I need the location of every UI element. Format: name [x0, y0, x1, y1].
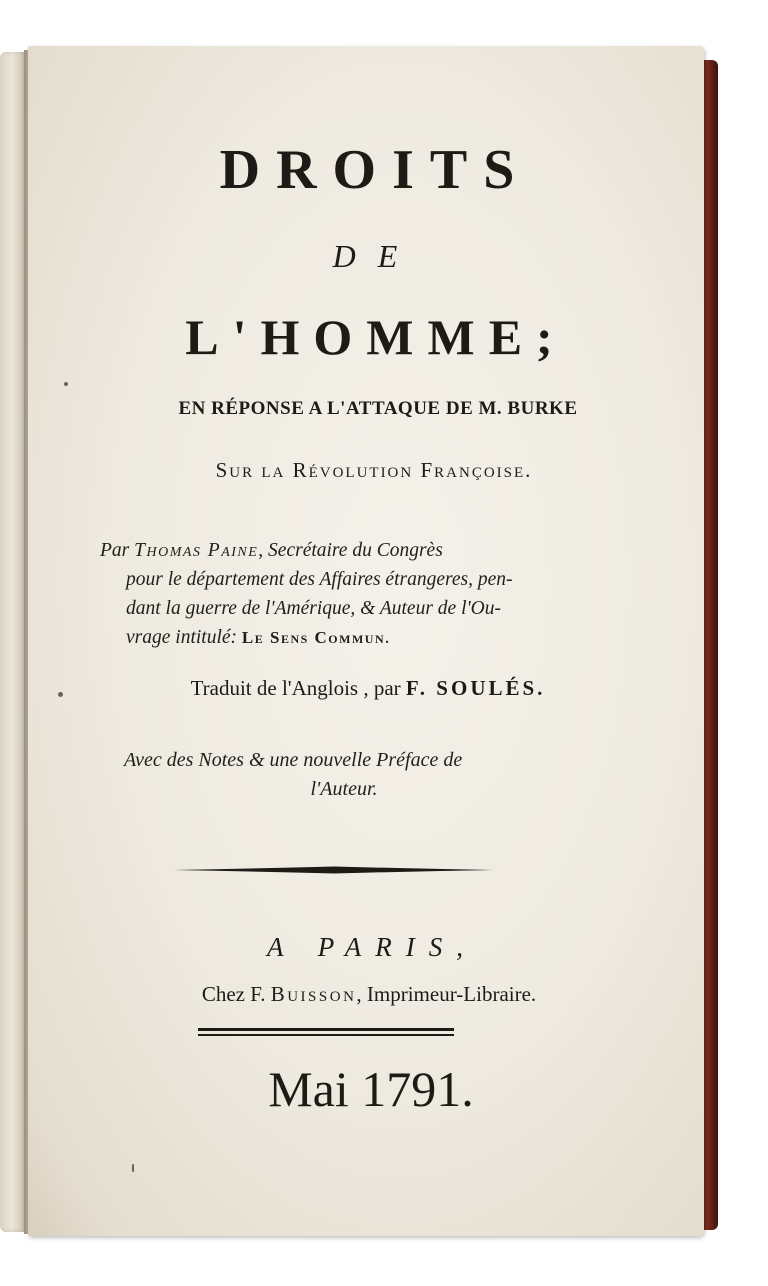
imprint-date: Mai 1791. — [268, 1061, 474, 1117]
author-paragraph — [100, 536, 620, 652]
paper-speck — [58, 692, 63, 697]
notes-line-1: Avec des Notes & une nouvelle Préface de — [124, 749, 463, 771]
open-book — [0, 46, 718, 1238]
double-rule-top — [198, 1028, 454, 1031]
author-line-4: vrage intitulé: Le Sens Commun. — [126, 627, 391, 648]
printer-name: Buisson — [270, 982, 357, 1006]
imprint-place: A PARIS, — [267, 932, 477, 962]
translator-name: F. SOULÉS. — [405, 676, 546, 700]
author-line-3: dant la guerre de l'Amérique, & Auteur de l'Ou- — [126, 598, 501, 619]
title-droits: DROITS — [219, 139, 531, 201]
title-homme: L'HOMME; — [185, 309, 567, 365]
notes-paragraph — [124, 746, 604, 804]
title-page — [28, 46, 704, 1236]
paper-speck — [132, 1164, 134, 1172]
ornamental-rule — [174, 866, 494, 874]
subtitle-revolution: Sur la Révolution Françoise. — [215, 458, 533, 482]
author-name: Thomas Paine — [134, 540, 259, 561]
double-rule-bottom — [198, 1034, 454, 1036]
work-title: Le Sens Commun — [241, 628, 386, 647]
author-line-2: pour le département des Affaires étrangeres, pen- — [126, 569, 513, 590]
subtitle-reponse: EN RÉPONSE A L'ATTAQUE DE M. BURKE — [178, 398, 578, 419]
translator-line: Traduit de l'Anglois , par F. SOULÉS. — [190, 676, 546, 700]
title-de: DE — [332, 238, 420, 274]
book-spine — [0, 52, 26, 1232]
imprint-printer: Chez F. Buisson, Imprimeur-Libraire. — [201, 982, 537, 1006]
author-line-1: Par Thomas Paine, Secrétaire du Congrès — [100, 540, 443, 561]
paper-speck — [64, 382, 68, 386]
notes-line-2: l'Auteur. — [310, 778, 378, 800]
